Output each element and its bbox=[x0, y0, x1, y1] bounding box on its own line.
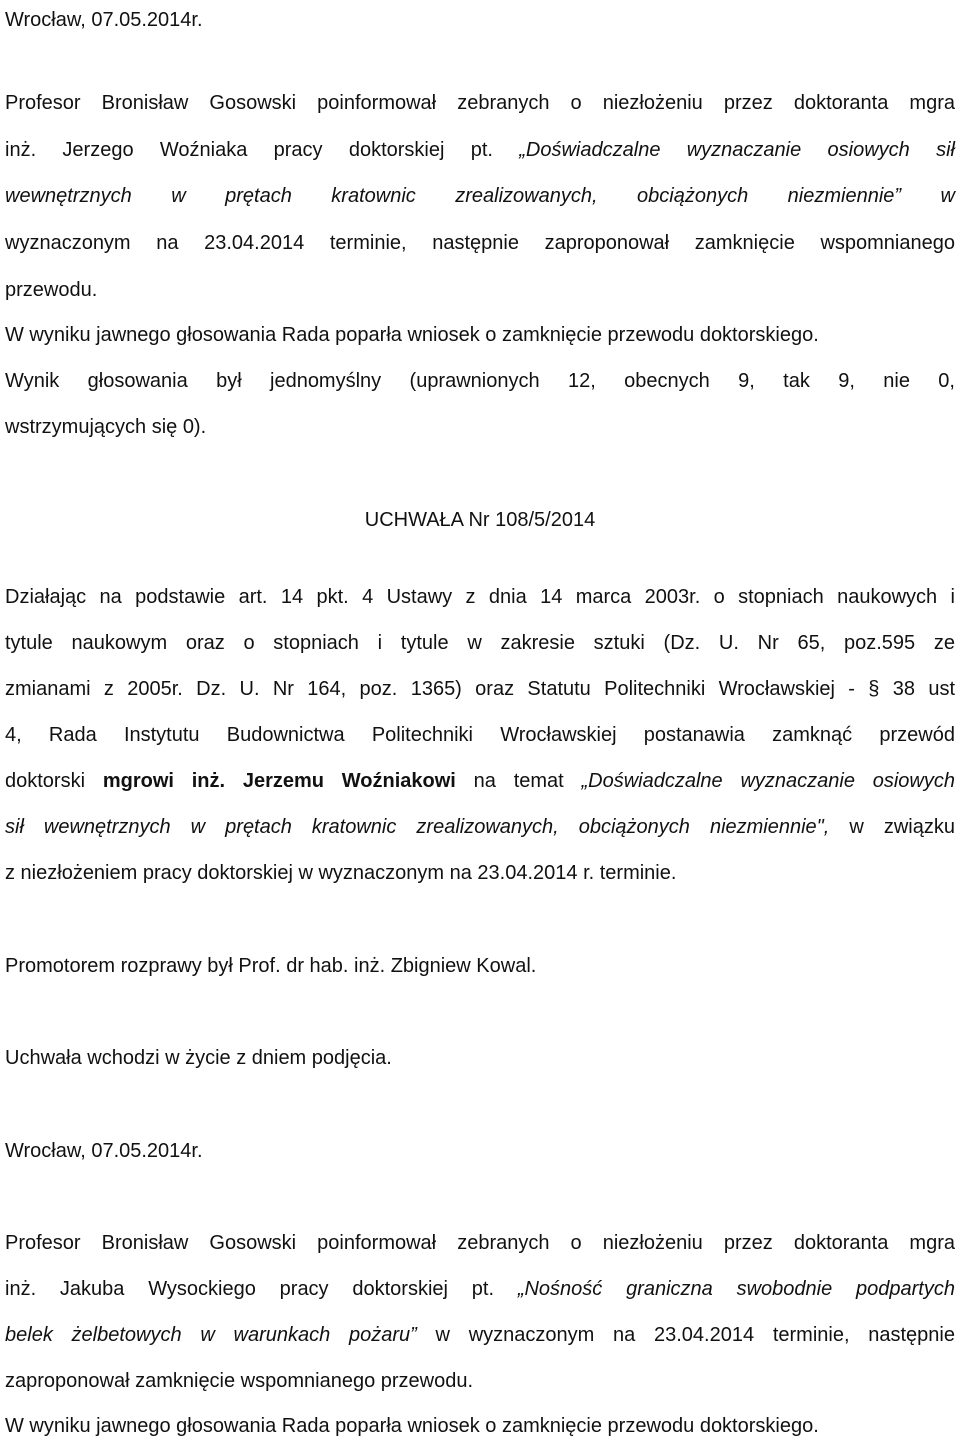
thesis-title-run: „Doświadczalne wyznaczanie osiowych bbox=[581, 770, 956, 792]
paragraph-line: 4, Rada Instytutu Budownictwa Politechniki Wrocławskiej postanawia zamknąć przewód bbox=[5, 724, 955, 746]
thesis-title-run: belek żelbetowych w warunkach pożaru” bbox=[5, 1324, 417, 1346]
paragraph-line: z niezłożeniem pracy doktorskiej w wyznaczonym na 23.04.2014 r. terminie. bbox=[5, 862, 677, 884]
effective-line: Uchwała wchodzi w życie z dniem podjęcia. bbox=[5, 1047, 392, 1069]
text-run: na temat bbox=[455, 770, 582, 792]
text-run: w wyznaczonym na 23.04.2014 terminie, następnie bbox=[416, 1324, 955, 1346]
date-line: Wrocław, 07.05.2014r. bbox=[5, 1140, 203, 1162]
paragraph-line: wyznaczonym na 23.04.2014 terminie, następnie zaproponował zamknięcie wspomnianego bbox=[5, 232, 955, 254]
paragraph-line: tytule naukowym oraz o stopniach i tytule w zakresie sztuki (Dz. U. Nr 65, poz.595 ze bbox=[5, 632, 955, 654]
paragraph-line: Profesor Bronisław Gosowski poinformował zebranych o niezłożeniu przez doktoranta mgra bbox=[5, 1232, 955, 1254]
text-run: inż. Jerzego Woźniaka pracy doktorskiej pt. bbox=[5, 139, 520, 161]
thesis-title-line: wewnętrznych w prętach kratownic zrealizowanych, obciążonych niezmiennie” w bbox=[5, 185, 955, 207]
date-line: Wrocław, 07.05.2014r. bbox=[5, 9, 203, 31]
paragraph-line: Profesor Bronisław Gosowski poinformował zebranych o niezłożeniu przez doktoranta mgra bbox=[5, 92, 955, 114]
thesis-title-run: „Doświadczalne wyznaczanie osiowych sił bbox=[519, 139, 955, 161]
paragraph-line bbox=[5, 137, 955, 163]
resolution-title: UCHWAŁA Nr 108/5/2014 bbox=[364, 509, 596, 531]
thesis-title-run: sił wewnętrznych w prętach kratownic zrealizowanych, obciążonych niezmiennie", bbox=[5, 816, 830, 838]
paragraph-line: Wynik głosowania był jednomyślny (uprawnionych 12, obecnych 9, tak 9, nie 0, bbox=[5, 370, 955, 392]
paragraph-line bbox=[5, 1276, 955, 1302]
paragraph-line: zmianami z 2005r. Dz. U. Nr 164, poz. 1365) oraz Statutu Politechniki Wrocławskiej - § 38 ust bbox=[5, 678, 955, 700]
text-run: doktorski bbox=[5, 770, 103, 792]
paragraph-line bbox=[5, 1322, 955, 1348]
paragraph-line bbox=[5, 768, 955, 794]
paragraph-line: W wyniku jawnego głosowania Rada poparła wniosek o zamknięcie przewodu doktorskiego. bbox=[5, 1415, 819, 1437]
paragraph-line: przewodu. bbox=[5, 279, 98, 301]
paragraph-line bbox=[5, 814, 955, 840]
text-run: inż. Jakuba Wysockiego pracy doktorskiej pt. bbox=[5, 1278, 518, 1300]
paragraph-line: zaproponował zamknięcie wspomnianego przewodu. bbox=[5, 1370, 474, 1392]
promoter-line: Promotorem rozprawy był Prof. dr hab. inż. Zbigniew Kowal. bbox=[5, 955, 537, 977]
thesis-title-run: „Nośność graniczna swobodnie podpartych bbox=[517, 1278, 955, 1300]
paragraph-line: Działając na podstawie art. 14 pkt. 4 Ustawy z dnia 14 marca 2003r. o stopniach naukowych i bbox=[5, 586, 955, 608]
paragraph-line: wstrzymujących się 0). bbox=[5, 416, 207, 438]
text-run: w związku bbox=[829, 816, 955, 838]
candidate-name: mgrowi inż. Jerzemu Woźniakowi bbox=[102, 770, 456, 792]
paragraph-line: W wyniku jawnego głosowania Rada poparła wniosek o zamknięcie przewodu doktorskiego. bbox=[5, 324, 819, 346]
